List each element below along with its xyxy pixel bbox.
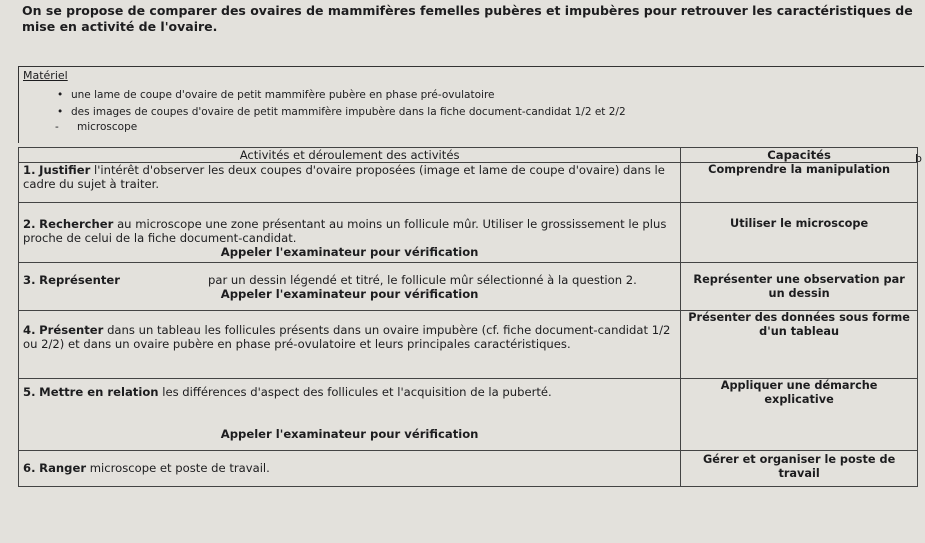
header-activities: Activités et déroulement des activités (19, 148, 681, 163)
activity-cell (19, 163, 681, 203)
edge-mark: b (915, 152, 922, 165)
activity-cell (19, 311, 681, 379)
activity-text: l'intérêt d'observer les deux coupes d'ovaire proposées (image et lame de coupe d'ovaire) dans le cadre du sujet à traiter. (23, 163, 665, 191)
table-row (19, 451, 918, 487)
capacity-cell (681, 451, 918, 487)
capacity-text: Représenter une observation par un dessin (693, 273, 905, 300)
activity-num: 1. (23, 163, 36, 177)
activity-num: 6. (23, 461, 36, 475)
capacity-cell (681, 203, 918, 263)
activity-verb: Mettre en relation (39, 385, 159, 399)
activity-verb: Présenter (39, 323, 104, 337)
activity-text: microscope et poste de travail. (86, 461, 270, 475)
materiel-item (55, 121, 138, 133)
capacity-text: Présenter des données sous forme d'un tableau (688, 311, 910, 338)
call-examiner-text: Appeler l'examinateur pour vérification (220, 287, 479, 301)
table-row (19, 203, 918, 263)
bullet: • (57, 106, 64, 118)
materiel-item (57, 89, 495, 101)
activity-text: les différences d'aspect des follicules et l'acquisition de la puberté. (158, 385, 552, 399)
bullet: • (57, 89, 64, 101)
bullet: - (55, 121, 59, 133)
capacity-text: Appliquer une démarche explicative (720, 379, 878, 406)
capacity-cell: Comprendre la manipulation (681, 163, 918, 203)
activity-text: au microscope une zone présentant au moins un follicule mûr. Utiliser le grossissement le plus proche de celui de la fiche document-candidat. (23, 217, 667, 245)
materiel-item-text: des images de coupes d'ovaire de petit mammifère impubère dans la fiche document-candidat 1/2 et 2/2 (71, 106, 626, 118)
activity-num: 4. (23, 323, 36, 337)
activity-text: dans un tableau les follicules présents dans un ovaire impubère (cf. fiche document-candidat 1/2 ou 2/2) et dans un ovaire pubère en phase pré-ovulatoire et leurs principales caractéristiques. (23, 323, 671, 351)
activity-verb: Ranger (39, 461, 87, 475)
capacity-cell (681, 379, 918, 451)
activity-text: par un dessin légendé et titré, le follicule mûr sélectionné à la question 2. (207, 273, 637, 287)
table-header-row (19, 148, 918, 163)
table-row (19, 163, 918, 203)
table-row (19, 379, 918, 451)
activity-verb: Rechercher (39, 217, 114, 231)
materiel-item-text: une lame de coupe d'ovaire de petit mammifère pubère en phase pré-ovulatoire (71, 89, 495, 101)
capacity-cell (681, 263, 918, 311)
materiel-title: Matériel (23, 69, 68, 82)
capacity-text: Gérer et organiser le poste de travail (702, 453, 896, 480)
capacity-text: Utiliser le microscope (730, 217, 869, 230)
call-examiner-text: Appeler l'examinateur pour vérification (220, 427, 479, 441)
activity-cell (19, 203, 681, 263)
activity-verb: Justifier (39, 163, 91, 177)
intro-text: On se propose de comparer des ovaires de mammifères femelles pubères et impubères pour retrouver les caractéristiques de mise en activité de l'ovaire. (22, 3, 913, 34)
table-row (19, 311, 918, 379)
activity-cell (19, 263, 681, 311)
call-examiner-text: Appeler l'examinateur pour vérification (220, 245, 479, 259)
activity-cell (19, 451, 681, 487)
activity-num: 3. (23, 273, 36, 287)
activity-num: 5. (23, 385, 36, 399)
capacity-cell (681, 311, 918, 379)
activity-cell (19, 379, 681, 451)
activities-table (18, 147, 918, 487)
activity-num: 2. (23, 217, 36, 231)
table-row (19, 263, 918, 311)
header-capacities: Capacités (681, 148, 918, 163)
materiel-item-text: microscope (77, 121, 138, 133)
materiel-item (57, 106, 626, 118)
activity-verb: Représenter (39, 273, 120, 287)
materiel-section (18, 66, 924, 143)
